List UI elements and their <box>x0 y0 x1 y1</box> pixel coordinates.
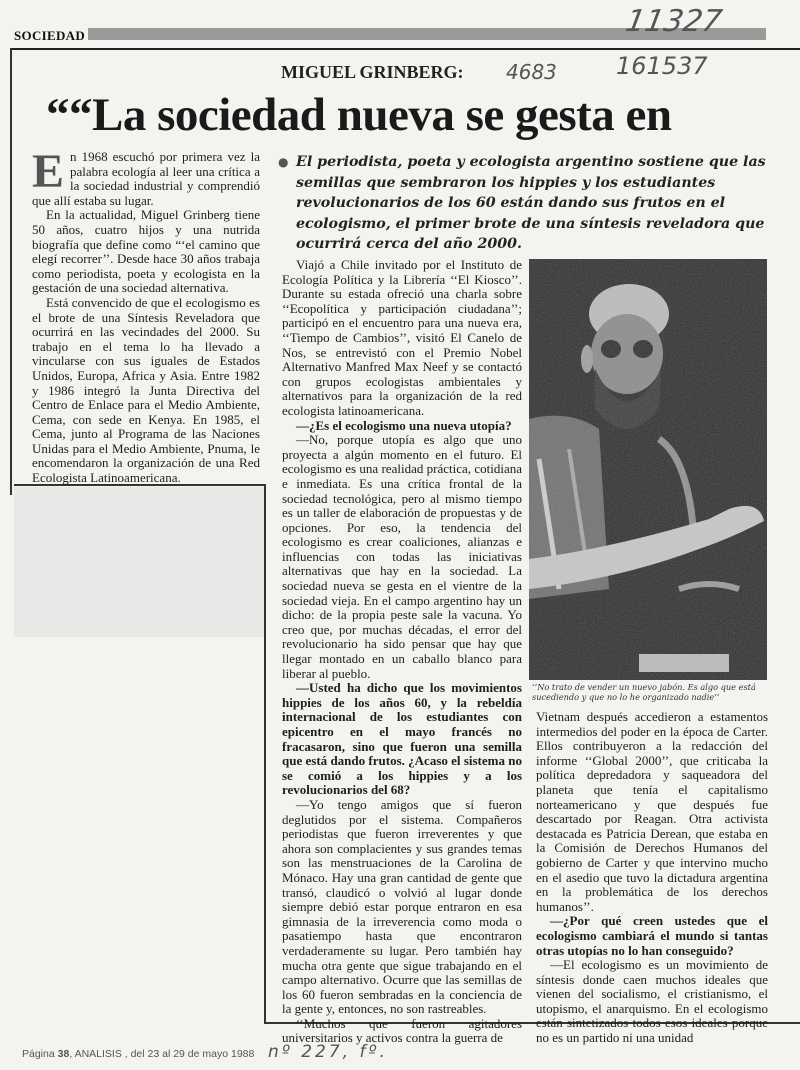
frame-top-rule <box>10 48 800 50</box>
article-deck <box>278 152 782 255</box>
paragraph: Viajó a Chile invitado por el Instituto de Ecología Política y la Librería ‘‘El Kiosco’’. Durante su estada ofreció una charla sobre ‘‘Ecopolítica y participación ciudadana’’; participó en el encuentro para una nueva era, ‘‘Tiempo de Cambios’’, visitó El Canelo de Nos, se entrevistó con el Premio Nobel Alternativo Manfred Max Neef y se contactó con grupos ecologistas ambientales y alternativos para la organización de la red ecologista latinoamericana. <box>282 257 522 418</box>
handwritten-code-b: 161537 <box>616 52 708 80</box>
handwritten-archive-number: 11327 <box>622 4 725 39</box>
article-column-2 <box>282 258 522 1046</box>
question-text: —¿Es el ecologismo una nueva utopía? <box>296 417 512 433</box>
paragraph: En la actualidad, Miguel Grinberg tiene 50 años, cuatro hijos y una nutrida biografía que define como “‘el camino que elegí recorrer’’. Desde hace 30 años trabaja como periodista, poeta y ecologista en la gestación de una sociedad alternativa. <box>32 207 260 296</box>
interview-answer: —Yo tengo amigos que sí fueron deglutidos por el sistema. Compañeros periodistas que fueron irreverentes y que ahora son complacientes y sus grandes temas son las menstruaciones de la Carolina de Mónaco. Hay una gran cantidad de gente que transó, claudicó o volvió al lugar donde siempre debió estar porque entraron en esa gimnasia de la irreverencia como moda o pasatiempo hasta que encontraron verdaderamente su lugar. Pero también hay mucha otra gente que sigue trabajando en el campo alternativo. Ocurre que las semillas de los 60 fueron sembradas en la conciencia de la gente y, entonces, no son rastreables. <box>282 796 522 1017</box>
frame-vertical-rule <box>264 484 266 1024</box>
publication-info: , ANALISIS , del 23 al 29 de mayo 1988 <box>69 1048 255 1060</box>
section-label: SOCIEDAD <box>14 28 86 43</box>
interview-question <box>282 419 522 434</box>
paragraph: Está convencido de que el ecologismo es el brote de una Síntesis Reveladora que ocurrirá en las vecindades del 2000. Su trabajo en el tema lo ha llevado a vincularse con sus iguales de Estados Unidos, Europa, Africa y Asia. Entre 1982 y 1986 integró la Junta Directiva del Centro de Enlace para el Medio Ambiente, Cema, con sede en Kenya. En 1985, el Cema, junto al Programa de las Naciones Unidas para el Medio Ambiente, Pnuma, le encomendaron la organización de una Red Ecologista Latinoamericana. <box>32 294 260 486</box>
drop-cap: E <box>32 145 65 198</box>
deck-text: El periodista, poeta y ecologista argentino sostiene que las semillas que sembraron los hippies y los estudiantes revolucionarios de los 60 están dando sus frutos en el ecologismo, el primer brote de una síntesis reveladora que ocurrirá cerca del año 2000. <box>296 154 766 252</box>
article-column-3 <box>536 710 768 1046</box>
photo-caption: ‘‘No trato de vender un nuevo jabón. Es algo que está sucediendo y que no lo he organizado nadie’’ <box>532 682 756 702</box>
article-kicker: MIGUEL GRINBERG: <box>281 62 464 82</box>
article-headline: ““La sociedad nueva se gesta en <box>46 89 672 141</box>
interview-answer: —El ecologismo es un movimiento de síntesis donde caen muchos ideales que vienen del socialismo, el cristianismo, el utopismo, el anarquismo. En el ecologismo están sintetizados todos esos ideales porque no es un partido ni una unidad <box>536 957 768 1046</box>
intro-text: n 1968 escuchó por primera vez la palabra ecología al leer una crítica a la sociedad industrial y comprendió que allí estaba su lugar. <box>32 149 260 208</box>
page-footer <box>22 1048 254 1060</box>
interview-answer: —No, porque utopía es algo que uno proyecta a algún momento en el futuro. El ecologismo es una realidad práctica, cotidiana e inmediata. Es una crítica frontal de la sociedad tecnológica, pero al mismo tiempo es un taller de elaboración de propuestas y de opciones. Por eso, la tendencia del ecologismo es crear coaliciones, alianzas e influencias con todas las iniciativas alternativas que hay en la sociedad. La sociedad nueva se gesta en el vientre de la sociedad vieja. En el campo argentino hay un dicho: de la propia peste sale la vacuna. Yo creo que, por muchas décadas, el error del revolucionario ha sido pensar que hay que llegar montado en un caballo blanco para liberar al pueblo. <box>282 432 522 681</box>
bullet-icon: ● <box>278 155 289 169</box>
page-label: Página <box>22 1048 55 1060</box>
interview-question <box>282 681 522 798</box>
frame-left-rule <box>10 48 12 495</box>
question-text: —¿Por qué creen ustedes que el ecologismo cambiará el mundo si tantas otras utopías no lo han conseguido? <box>536 913 768 958</box>
blank-area <box>14 487 264 637</box>
paragraph: Vietnam después accedieron a estamentos intermedios del poder en la época de Carter. Ellos contribuyeron a la redacción del informe ‘‘Global 2000’’, que criticaba la política depredadora y saqueadora del planeta que tenía el capitalismo norteamericano y que después fue descartado por Reagan. Otra activista destacada es Patricia Derean, que estaba en la Comisión de Derechos Humanos del gobierno de Carter y que intervino mucho en el asedio que tuvo la dictadura argentina en la problemática de los derechos humanos’’. <box>536 709 768 914</box>
intro-paragraph <box>32 145 260 208</box>
question-text: —Usted ha dicho que los movimientos hippies de los años 60, y la rebeldía internacional de los estudiantes con epicentro en el mayo francés no fracasaron, sino que fueron una semilla que está dando frutos. ¿Acaso el sistema no se comió a los hippies y a los revolucionarios del 68? <box>282 680 522 798</box>
handwritten-bottom-note: nº 227, fº. <box>268 1042 388 1062</box>
portrait-photo <box>529 259 767 680</box>
interview-question <box>536 914 768 958</box>
article-column-1 <box>32 145 260 486</box>
portrait-illustration <box>529 259 767 680</box>
handwritten-code-a: 4683 <box>506 60 557 84</box>
paragraph: ‘‘Muchos que fueron agitadores universitarios y activos contra la guerra de <box>282 1015 522 1046</box>
page-number: 38 <box>57 1048 70 1060</box>
